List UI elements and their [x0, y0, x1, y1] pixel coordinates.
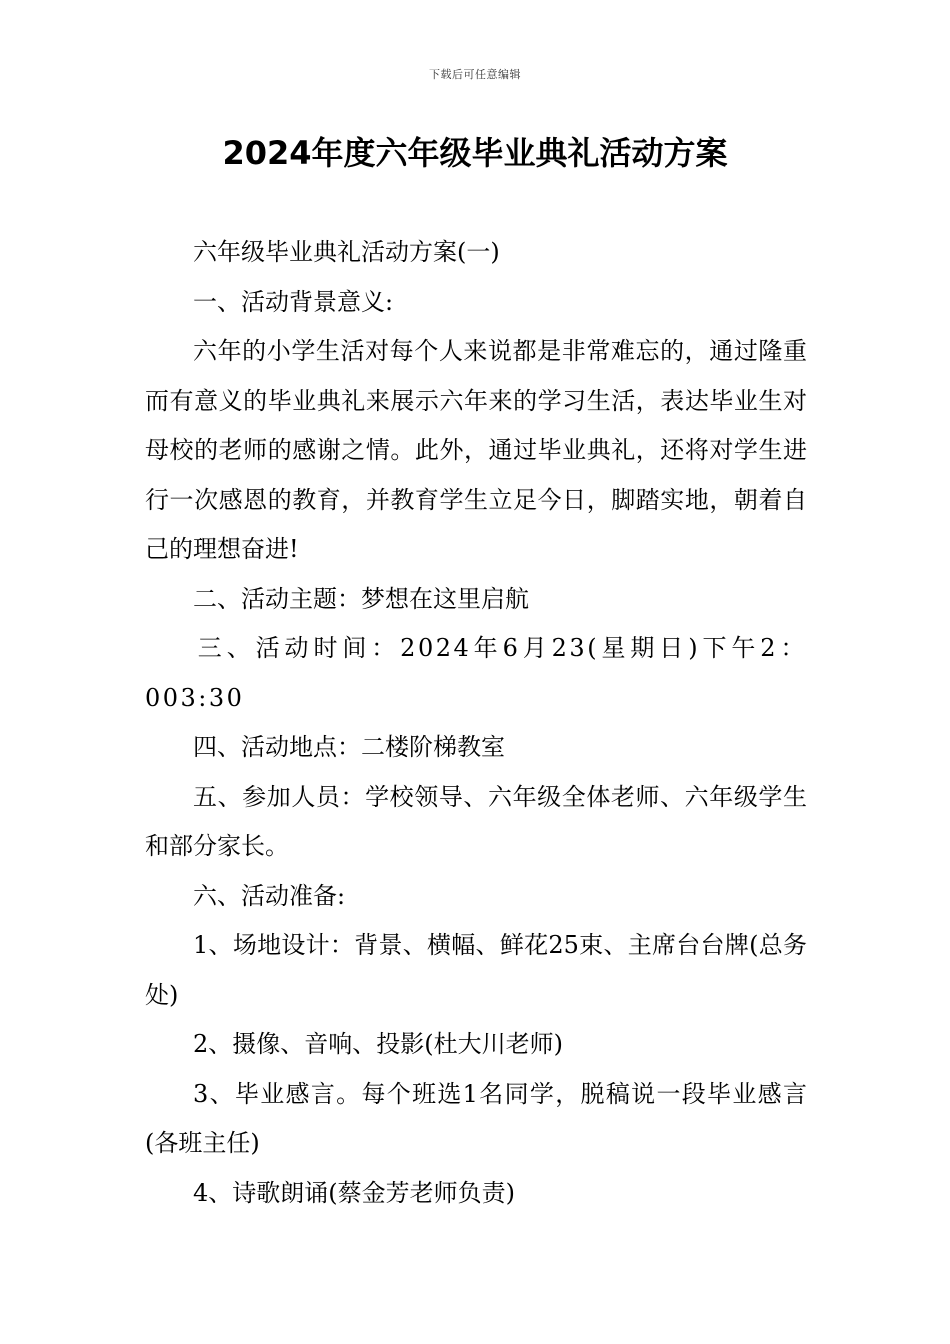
paragraph-background: 六年的小学生活对每个人来说都是非常难忘的，通过隆重而有意义的毕业典礼来展示六年来的学习生活，表达毕业生对母校的老师的感谢之情。此外，通过毕业典礼，还将对学生进行一次感恩的教育，并教育学生立足今日，脚踏实地，朝着自己的理想奋进!: [145, 337, 807, 563]
list-item-speech: 3、毕业感言。每个班选1名同学，脱稿说一段毕业感言(各班主任): [145, 1079, 807, 1157]
list-item-av: 2、摄像、音响、投影(杜大川老师): [193, 1030, 563, 1058]
document-title: 2024年度六年级毕业典礼活动方案: [222, 134, 728, 172]
paragraph-theme: 二、活动主题：梦想在这里启航: [193, 584, 529, 613]
list-item-venue: 1、场地设计：背景、横幅、鲜花25束、主席台台牌(总务处): [145, 931, 807, 1009]
paragraph-location: 四、活动地点：二楼阶梯教室: [193, 733, 505, 761]
paragraph-participants: 五、参加人员：学校领导、六年级全体老师、六年级学生和部分家长。: [145, 782, 807, 860]
section-heading-preparation: 六、活动准备:: [193, 881, 346, 910]
section-heading-plan-one: 六年级毕业典礼活动方案(一): [193, 238, 500, 266]
document-body: [145, 228, 807, 1218]
paragraph-time: 三、活动时间：2024年6月23(星期日)下午2：003:30: [145, 634, 807, 712]
section-heading-background: 一、活动背景意义:: [193, 287, 394, 316]
list-item-poetry: 4、诗歌朗诵(蔡金芳老师负责): [193, 1178, 515, 1207]
header-note: 下载后可任意编辑: [429, 68, 521, 81]
